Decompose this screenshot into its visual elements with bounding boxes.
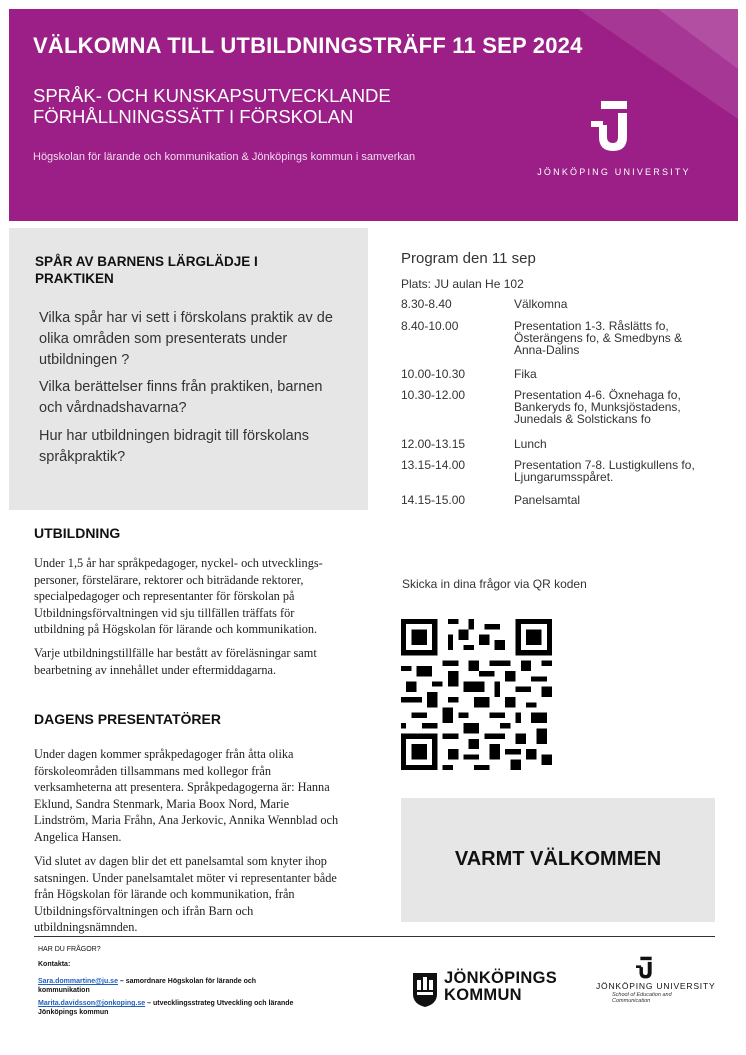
program-time: 10.30-12.00 [401, 388, 466, 402]
program-activity: Presentation 1-3. Råslätts fo, Österängens fo, & Smedbyns & Anna-Dalins [514, 319, 683, 357]
program-activity: Presentation 4-6. Öxnehaga fo, Bankeryds fo, Munksjöstadens, Junedals & Solstickans fo [514, 388, 681, 426]
kommun-name [444, 970, 557, 1004]
ju-name: JÖNKÖPING UNIVERSITY [596, 981, 716, 991]
program-schedule [401, 250, 721, 507]
program-activity: Fika [514, 367, 537, 381]
footer-divider [34, 936, 715, 937]
program-activity: Lunch [514, 437, 547, 451]
program-time: 13.15-14.00 [401, 458, 466, 472]
utbildning-paragraph: Under 1,5 år har språkpedagoger, nyckel- och utvecklings-personer, förstelärare, rektorer och biträdande rektorer, specialpedagoger och representanter för förskolan på Utbildningsförvaltningen vid sju tillfällen träffats för utbildning på Högskolan för lärande och kommunikation. [34, 556, 323, 636]
logo-text: JÖNKÖPING UNIVERSITY [537, 167, 691, 177]
program-time: 14.15-15.00 [401, 493, 466, 507]
utbildning-heading: UTBILDNING [34, 525, 121, 541]
ju-mark-icon [636, 956, 656, 980]
contact-role: – samordnare Högskolan för lärande och kommunikation [38, 978, 257, 994]
reflection-question: Vilka berättelser finns från praktiken, barnen och vårdnadshavarna? [39, 379, 323, 416]
program-venue: Plats: JU aulan He 102 [401, 277, 524, 291]
footer-questions: HAR DU FRÅGOR? [38, 946, 101, 953]
program-title: Program den 11 sep [401, 250, 536, 267]
ju-mark-icon [591, 101, 637, 153]
ju-school-name: School of Education and Communication [612, 992, 672, 1004]
welcome-box [401, 798, 715, 922]
reflection-question: Vilka spår har vi sett i förskolans praktik av de olika områden som presenterats under utbildningen ? [39, 310, 333, 368]
welcome-text: VARMT VÄLKOMMEN [454, 848, 662, 870]
subtitle-line: FÖRHÅLLNINGSSÄTT I FÖRSKOLAN [33, 106, 354, 127]
reflection-heading: SPÅR AV BARNENS LÄRGLÄDJE I PRAKTIKEN [35, 254, 258, 286]
presentatorer-paragraph: Vid slutet av dagen blir det ett panelsamtal som knyter ihop satsningen. Under panelsamtalet möter vi representanter både från Högskolan för lärande och kommunikation, från Utbildningsförvaltningen och ifrån Barn och utbildningsnämnden. [34, 854, 337, 934]
program-time: 8.30-8.40 [401, 297, 452, 311]
header-banner [9, 9, 738, 221]
qr-caption: Skicka in dina frågor via QR koden [402, 577, 587, 591]
reflection-question: Hur har utbildningen bidragit till förskolans språkpraktik? [39, 428, 310, 465]
utbildning-paragraph: Varje utbildningstillfälle har bestått av föreläsningar samt bearbetning av innehållet under eftermiddagarna. [34, 646, 317, 677]
contact-email-link[interactable]: Sara.dommartine@ju.se [38, 978, 118, 985]
jonkoping-university-logo [529, 101, 699, 191]
footer-contact [38, 1000, 298, 1017]
page-title: VÄLKOMNA TILL UTBILDNINGSTRÄFF 11 SEP 2024 [33, 33, 583, 58]
kommun-name-line: JÖNKÖPINGS [444, 969, 558, 987]
header-facet-light [658, 9, 738, 69]
reflection-box [9, 228, 368, 510]
program-activity: Presentation 7-8. Lustigkullens fo, Ljungarumsspåret. [514, 458, 695, 484]
ju-school-logo [562, 956, 722, 1024]
contact-role: – utvecklingsstrateg Utveckling och lärande Jönköpings kommun [38, 1000, 294, 1016]
program-time: 8.40-10.00 [401, 319, 459, 333]
jonkopings-kommun-logo [398, 968, 568, 1020]
program-time: 10.00-10.30 [401, 367, 466, 381]
kommun-name-line: KOMMUN [444, 986, 522, 1004]
presentatorer-paragraph: Under dagen kommer språkpedagoger från åtta olika förskoleområden tillsammans med kollegor från verksamheterna att presentera. Språkpedagogerna är: Hanna Eklund, Sandra Stenmark, Maria Boox Nord, Marie Lindström, Maria Fråhn, Ana Jerkovic, Annika Wennblad och Angelica Hansen. [34, 747, 339, 844]
program-activity: Panelsamtal [514, 493, 581, 507]
page-subtitle [33, 85, 463, 127]
qr-code-icon[interactable] [401, 617, 552, 772]
presentatorer-heading: DAGENS PRESENTATÖRER [34, 711, 221, 727]
kommun-crest-icon [412, 972, 438, 1008]
program-time: 12.00-13.15 [401, 437, 466, 451]
subtitle-line: SPRÅK- OCH KUNSKAPSUTVECKLANDE [33, 85, 391, 106]
program-activity: Välkomna [514, 297, 568, 311]
contact-email-link[interactable]: Marita.davidsson@jonkoping.se [38, 1000, 146, 1007]
footer-contact [38, 978, 298, 995]
collaboration-text: Högskolan för lärande och kommunikation & Jönköpings kommun i samverkan [33, 151, 416, 163]
footer-contacts-label: Kontakta: [38, 961, 71, 968]
